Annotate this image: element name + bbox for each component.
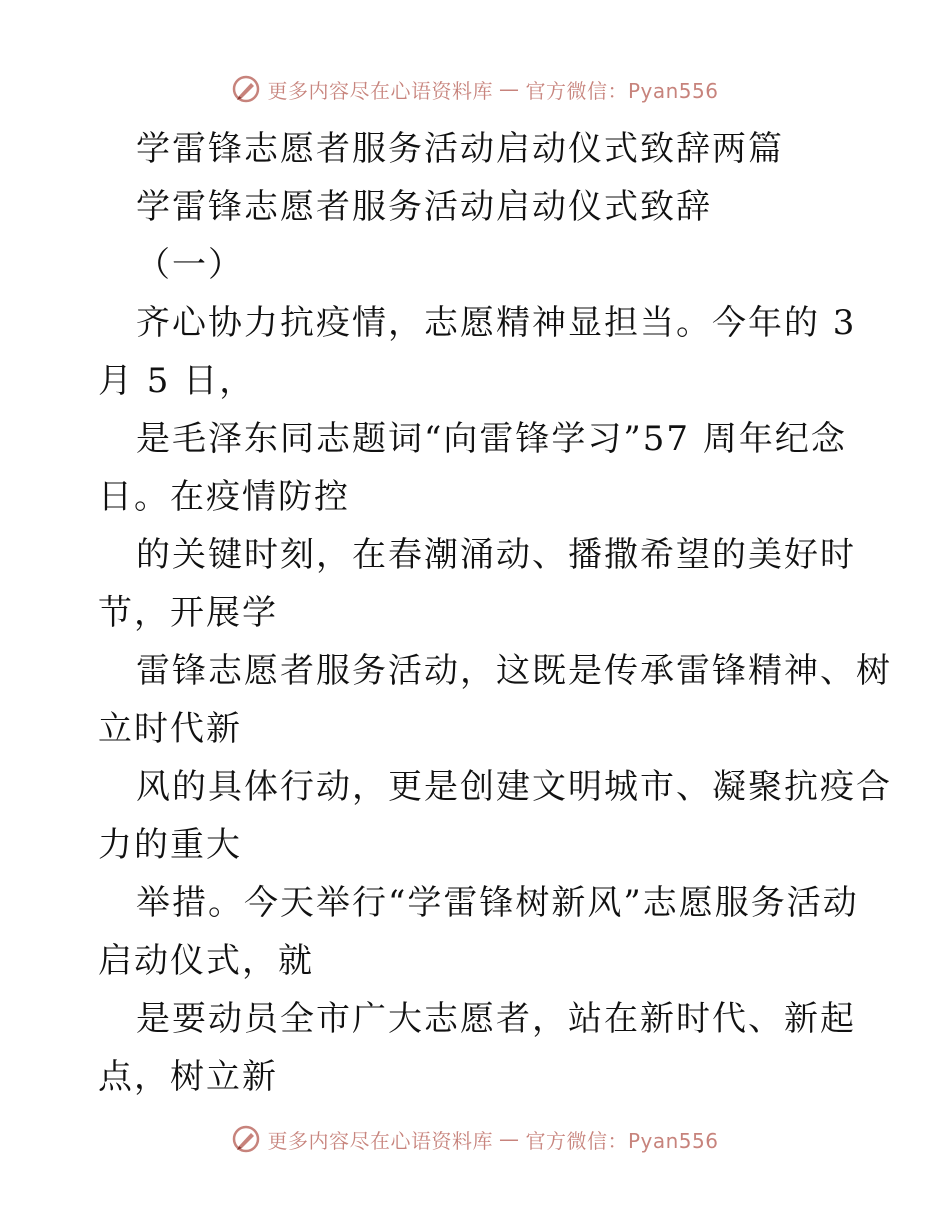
paragraph-line: 风的具体行动，更是创建文明城市、凝聚抗疫合 xyxy=(136,767,892,807)
watermark-site-text: 更多内容尽在心语资料库 xyxy=(267,1128,493,1153)
paragraph-line: 的关键时刻，在春潮涌动、播撒希望的美好时 xyxy=(136,535,856,575)
pen-circle-icon xyxy=(231,74,261,104)
paragraph-line: 是要动员全市广大志愿者，站在新时代、新起 xyxy=(136,999,856,1039)
section-mark: （一） xyxy=(136,245,244,285)
paragraph-line: 力的重大 xyxy=(98,825,242,865)
paragraph-line: 立时代新 xyxy=(98,709,242,749)
pen-circle-icon xyxy=(231,1124,261,1154)
watermark-site-text: 更多内容尽在心语资料库 xyxy=(267,78,493,103)
footer-watermark xyxy=(0,1124,950,1154)
document-subtitle: 学雷锋志愿者服务活动启动仪式致辞 xyxy=(136,187,712,227)
watermark-wechat-text: 官方微信：Pyan556 xyxy=(525,78,719,103)
paragraph-line: 齐心协力抗疫情，志愿精神显担当。今年的 3 xyxy=(136,303,857,343)
watermark-separator: — xyxy=(498,1127,520,1151)
header-watermark xyxy=(0,74,950,104)
watermark-separator: — xyxy=(498,77,520,101)
paragraph-line: 日。在疫情防控 xyxy=(98,477,350,517)
paragraph-line: 举措。今天举行“学雷锋树新风”志愿服务活动 xyxy=(136,883,859,923)
paragraph-line: 点，树立新 xyxy=(98,1057,278,1097)
paragraph-line: 节，开展学 xyxy=(98,593,278,633)
paragraph-line: 雷锋志愿者服务活动，这既是传承雷锋精神、树 xyxy=(136,651,892,691)
watermark-wechat-text: 官方微信：Pyan556 xyxy=(525,1128,719,1153)
paragraph-line: 是毛泽东同志题词“向雷锋学习”57 周年纪念 xyxy=(136,419,847,459)
paragraph-line: 月 5 日， xyxy=(98,361,256,401)
paragraph-line: 启动仪式，就 xyxy=(98,941,314,981)
document-title: 学雷锋志愿者服务活动启动仪式致辞两篇 xyxy=(136,129,784,169)
document-body xyxy=(98,120,892,1106)
